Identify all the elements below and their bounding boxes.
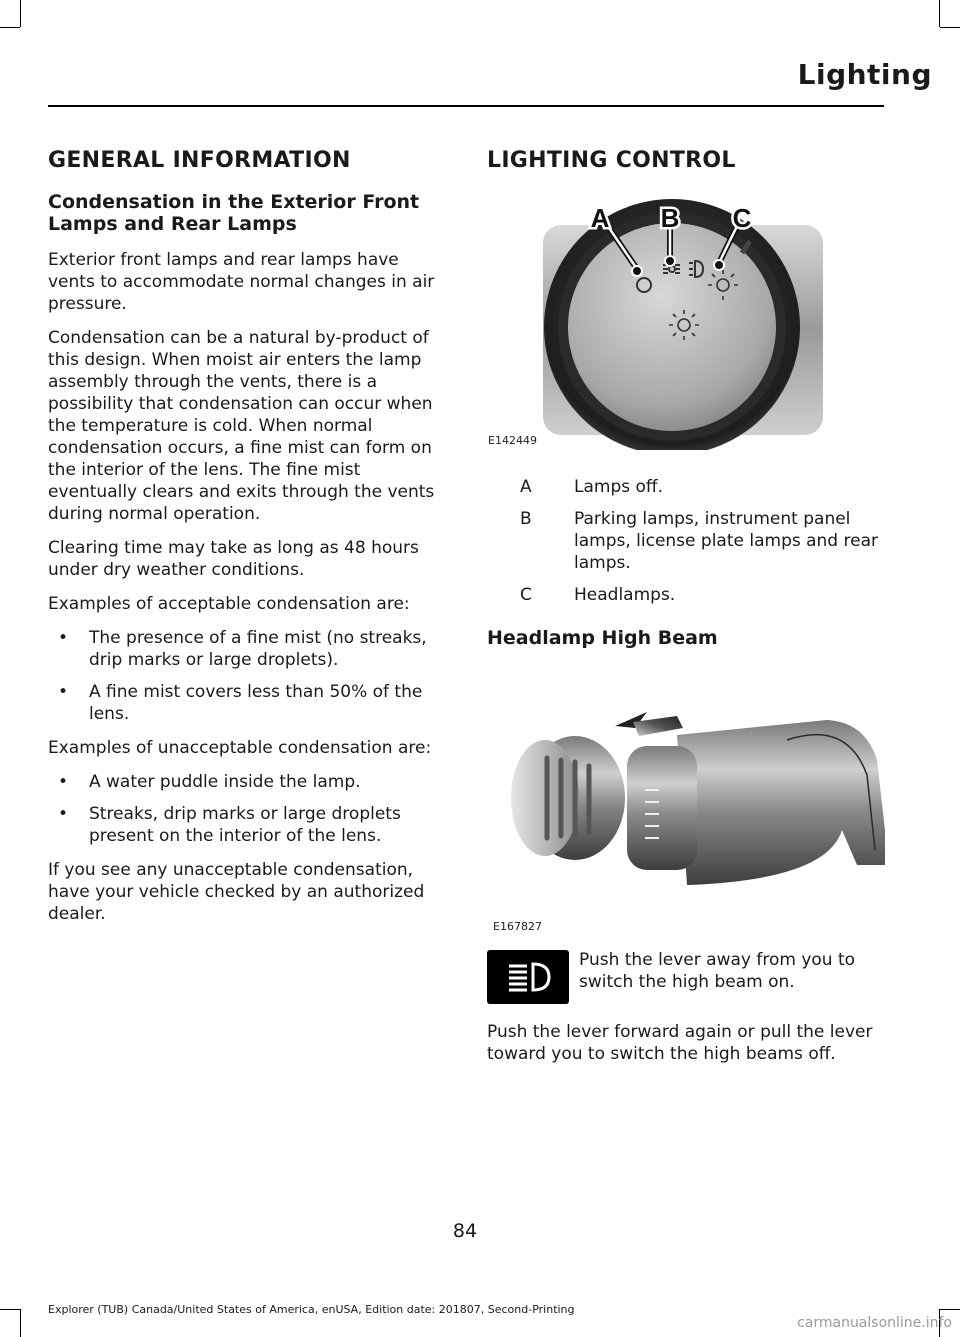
legend-key: B xyxy=(520,509,532,529)
page-header-title: Lighting xyxy=(797,58,932,91)
section-title-lighting-control: LIGHTING CONTROL xyxy=(487,148,736,173)
list-item: • A fine mist covers less than 50% of the lens. xyxy=(48,681,450,725)
legend-row-a xyxy=(487,476,885,498)
footer-edition: Explorer (TUB) Canada/United States of America, enUSA, Edition date: 201807, Second-Printing xyxy=(48,1303,575,1316)
high-beam-symbol xyxy=(487,950,569,1004)
right-column xyxy=(487,148,885,191)
section-title-general-information: GENERAL INFORMATION xyxy=(48,148,351,173)
crop-mark xyxy=(20,1309,21,1337)
crop-mark xyxy=(940,1309,960,1310)
crop-mark xyxy=(0,27,20,28)
figure-code: E167827 xyxy=(493,920,542,933)
high-beam-icon xyxy=(487,950,569,1004)
legend-text: Parking lamps, instrument panel lamps, license plate lamps and rear lamps. xyxy=(574,509,878,573)
paragraph-clearing-time: Clearing time may take as long as 48 hours under dry weather conditions. xyxy=(48,538,419,580)
page-number: 84 xyxy=(452,1220,478,1242)
unacceptable-intro: Examples of unacceptable condensation are: xyxy=(48,738,432,758)
figure-code: E142449 xyxy=(488,434,537,447)
callout-c: C xyxy=(732,203,752,233)
paragraph-condensation: Condensation can be a natural by-product of this design. When moist air enters the lamp assembly through the vents, there is a possibility that condensation can occur when the temperature is cold. When normal condensation occurs, a fine mist can form on the interior of the lens. The fine mist eventually clears and exits through the vents during normal operation. xyxy=(48,328,435,524)
legend-text: Lamps off. xyxy=(574,477,664,497)
unacceptable-list xyxy=(48,771,450,847)
acceptable-list xyxy=(48,627,450,725)
paragraph-vents: Exterior front lamps and rear lamps have vents to accommodate normal changes in air pressure. xyxy=(48,250,435,314)
watermark: carmanualsonline.info xyxy=(797,1315,952,1331)
crop-mark xyxy=(939,0,940,27)
legend-key: A xyxy=(520,477,532,497)
legend-row-b xyxy=(487,508,885,574)
list-item: • Streaks, drip marks or large droplets present on the interior of the lens. xyxy=(48,803,450,847)
subsection-title-condensation: Condensation in the Exterior Front Lamps and Rear Lamps xyxy=(48,191,420,235)
crop-mark xyxy=(940,27,960,28)
crop-mark xyxy=(0,1309,20,1310)
legend-row-c xyxy=(487,584,885,606)
callout-a: A xyxy=(590,203,610,233)
callout-b: B xyxy=(660,203,680,233)
list-item: • A water puddle inside the lamp. xyxy=(48,771,450,793)
legend-list xyxy=(487,476,885,606)
crop-mark xyxy=(20,0,21,27)
lighting-control-figure xyxy=(487,195,827,450)
header-divider xyxy=(48,105,884,107)
paragraph-high-beam-off: Push the lever forward again or pull the lever toward you to switch the high beams off. xyxy=(487,1022,873,1064)
paragraph-dealer: If you see any unacceptable condensation, have your vehicle checked by an authorized dealer. xyxy=(48,860,425,924)
high-beam-lever-figure xyxy=(487,680,885,910)
high-beam-instruction: Push the lever away from you to switch the high beam on. xyxy=(579,950,856,992)
lighting-knob-illustration xyxy=(487,195,827,450)
push-arrow-icon xyxy=(615,712,683,736)
lever-illustration xyxy=(487,680,885,910)
legend-text: Headlamps. xyxy=(574,585,676,605)
subsection-title-high-beam: Headlamp High Beam xyxy=(487,627,718,649)
acceptable-intro: Examples of acceptable condensation are: xyxy=(48,594,410,614)
legend-key: C xyxy=(520,585,532,605)
left-column xyxy=(48,148,450,937)
list-item: • The presence of a fine mist (no streaks, drip marks or large droplets). xyxy=(48,627,450,671)
